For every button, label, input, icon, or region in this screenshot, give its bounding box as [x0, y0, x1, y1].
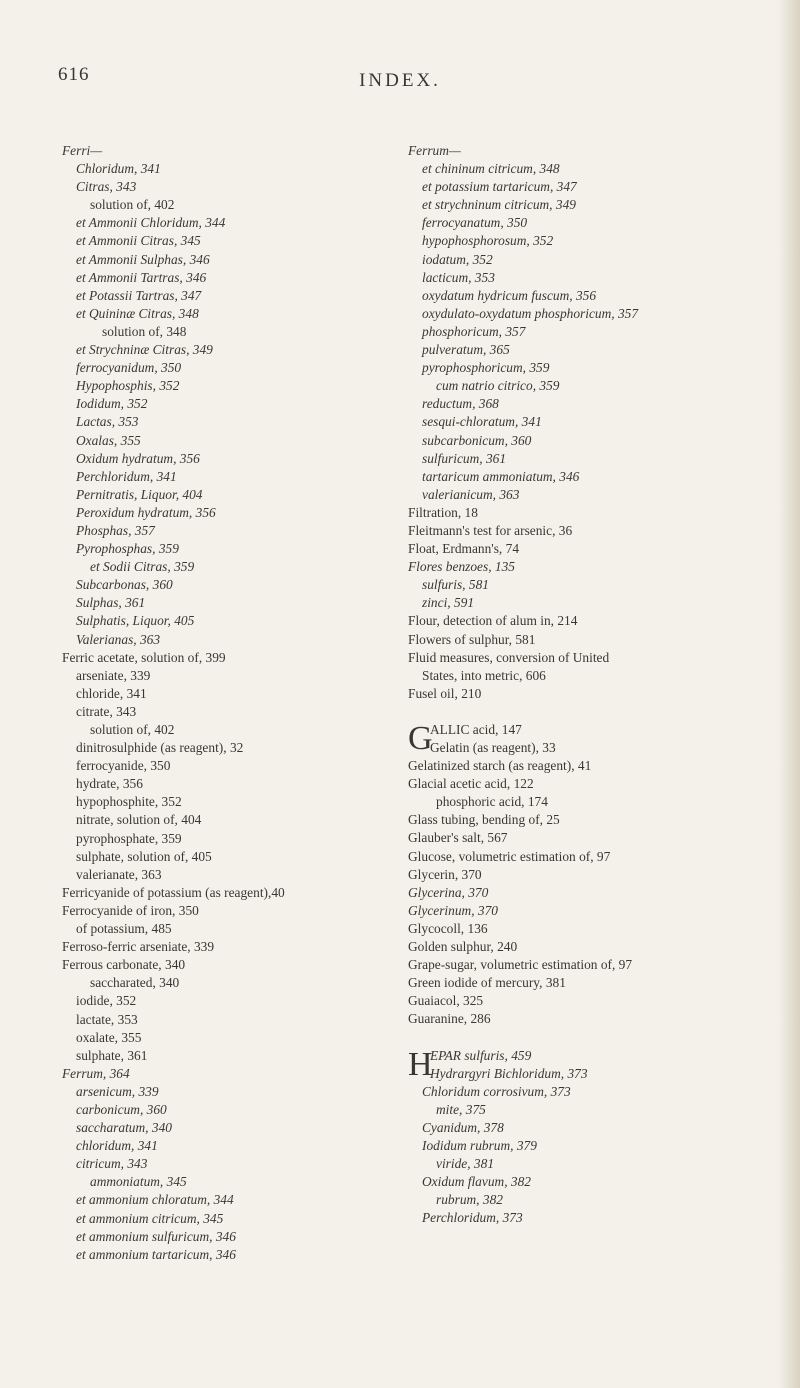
index-entry: Ferrum— [408, 143, 461, 158]
index-entry: Iodidum rubrum, 379 [422, 1137, 537, 1153]
index-entry: Pernitratis, Liquor, 404 [76, 486, 203, 502]
index-entry: Ferrous carbonate, 340 [62, 957, 186, 973]
index-entry: Gelatinized starch (as reagent), 41 [408, 758, 592, 774]
index-entry: ferrocyanide, 350 [76, 758, 171, 774]
index-entry: oxydulato-oxydatum phosphoricum, 357 [422, 305, 639, 321]
index-section-g [408, 721, 753, 757]
index-entry: nitrate, solution of, 404 [76, 812, 202, 828]
index-entry: hypophosphorosum, 352 [422, 233, 554, 249]
index-entry: arseniate, 339 [76, 667, 151, 683]
index-entry: hydrate, 356 [76, 776, 143, 792]
index-entry: Flores benzoes, 135 [408, 559, 515, 575]
index-entry: Golden sulphur, 240 [408, 939, 518, 955]
index-entry: Gelatin (as reagent), 33 [430, 740, 556, 755]
index-entry: phosphoric acid, 174 [436, 794, 548, 810]
index-entry: et Sodii Citras, 359 [90, 559, 195, 575]
index-entry: et ammonium chloratum, 344 [76, 1192, 234, 1208]
index-entry: sulfuris, 581 [422, 577, 489, 593]
index-entry: lactate, 353 [76, 1011, 138, 1027]
index-entry: Peroxidum hydratum, 356 [76, 504, 216, 520]
index-entry: et ammonium tartaricum, 346 [76, 1246, 236, 1262]
index-entry: Lactas, 353 [76, 414, 139, 430]
index-entry: sulphate, solution of, 405 [76, 848, 212, 864]
index-entry: et potassium tartaricum, 347 [422, 179, 577, 195]
index-entry: solution of, 348 [102, 323, 187, 339]
index-entry: ferrocyanidum, 350 [76, 360, 182, 376]
index-entry: iodide, 352 [76, 993, 137, 1009]
index-entry: phosphoricum, 357 [422, 323, 526, 339]
index-entry: hypophosphite, 352 [76, 794, 182, 810]
index-entry: Fleitmann's test for arsenic, 36 [408, 522, 573, 538]
index-entry: subcarbonicum, 360 [422, 432, 532, 448]
index-column-left [62, 142, 402, 1264]
index-entry: Glauber's salt, 567 [408, 830, 508, 846]
index-entry: Green iodide of mercury, 381 [408, 975, 566, 991]
index-entry: Oxidum hydratum, 356 [76, 450, 200, 466]
index-section-h [408, 1047, 753, 1083]
index-entry: saccharated, 340 [90, 975, 180, 991]
index-entry: Fluid measures, conversion of United [408, 649, 610, 665]
index-entry: States, into metric, 606 [422, 667, 546, 683]
index-entry: Perchloridum, 341 [76, 468, 177, 484]
index-entry: reductum, 368 [422, 396, 499, 412]
index-entry: solution of, 402 [90, 722, 175, 737]
index-entry: et Ammonii Tartras, 346 [76, 269, 207, 285]
index-entry: carbonicum, 360 [76, 1101, 167, 1117]
index-entry: et ammonium sulfuricum, 346 [76, 1228, 236, 1244]
index-entry: saccharatum, 340 [76, 1120, 172, 1136]
index-entry: Citras, 343 [76, 179, 137, 195]
index-entry: pulveratum, 365 [422, 342, 510, 358]
index-entry: Subcarbonas, 360 [76, 577, 173, 593]
index-entry: oxalate, 355 [76, 1029, 142, 1045]
index-entry: Glacial acetic acid, 122 [408, 776, 534, 792]
index-entry: oxydatum hydricum fuscum, 356 [422, 287, 597, 303]
index-entry: ammoniatum, 345 [90, 1174, 187, 1190]
index-entry: Ferrum, 364 [62, 1065, 130, 1081]
index-entry: Glycerinum, 370 [408, 902, 498, 918]
index-entry: ALLIC acid, 147 [430, 721, 522, 737]
index-entry: Ferric acetate, solution of, 399 [62, 649, 226, 665]
dropcap-g: G [408, 719, 433, 757]
index-entry: Glycerina, 370 [408, 884, 489, 900]
index-entry: of potassium, 485 [76, 921, 172, 937]
index-entry: solution of, 402 [90, 197, 175, 213]
running-head: INDEX. [359, 70, 441, 91]
index-entry: valerianicum, 363 [422, 486, 520, 502]
index-entry: Grape-sugar, volumetric estimation of, 97 [408, 957, 633, 973]
index-entry: et ammonium citricum, 345 [76, 1210, 224, 1226]
index-entry: sulphate, 361 [76, 1047, 148, 1063]
index-entry: pyrophosphate, 359 [76, 830, 182, 846]
index-entry: sulfuricum, 361 [422, 450, 507, 466]
index-entry: Oxalas, 355 [76, 432, 141, 448]
index-entry: iodatum, 352 [422, 251, 493, 267]
index-entry: Ferroso-ferric arseniate, 339 [62, 939, 215, 955]
page-edge-shadow [778, 0, 800, 1388]
index-entry: Ferri— [62, 143, 103, 158]
index-entry: ferrocyanatum, 350 [422, 215, 528, 231]
index-entry: Sulphatis, Liquor, 405 [76, 613, 195, 629]
index-entry: Float, Erdmann's, 74 [408, 541, 520, 557]
index-entry: Sulphas, 361 [76, 595, 146, 611]
index-entry: et Ammonii Sulphas, 346 [76, 251, 210, 267]
index-entry: Glucose, volumetric estimation of, 97 [408, 848, 611, 864]
index-entry: citricum, 343 [76, 1156, 148, 1172]
index-entry: pyrophosphoricum, 359 [422, 360, 550, 376]
index-entry: Valerianas, 363 [76, 631, 161, 647]
index-entry: zinci, 591 [422, 595, 475, 611]
index-entry: Perchloridum, 373 [422, 1210, 523, 1226]
index-entry: Cyanidum, 378 [422, 1119, 504, 1135]
index-entry: lacticum, 353 [422, 269, 495, 285]
index-entry: et Quininæ Citras, 348 [76, 305, 199, 321]
index-entry: chloride, 341 [76, 685, 147, 701]
index-entry: tartaricum ammoniatum, 346 [422, 468, 580, 484]
page-number: 616 [58, 64, 90, 85]
index-entry: Oxidum flavum, 382 [422, 1174, 531, 1190]
index-column-right [408, 142, 753, 1227]
index-entry: et strychninum citricum, 349 [422, 197, 576, 213]
index-entry: et Potassii Tartras, 347 [76, 287, 202, 303]
index-entry: Ferricyanide of potassium (as reagent),40 [62, 884, 285, 900]
index-entry: chloridum, 341 [76, 1138, 158, 1154]
index-entry: Chloridum corrosivum, 373 [422, 1083, 571, 1099]
index-entry: Phosphas, 357 [76, 522, 155, 538]
index-entry: Chloridum, 341 [76, 161, 161, 177]
index-entry: cum natrio citrico, 359 [436, 378, 560, 394]
index-entry: et Strychninæ Citras, 349 [76, 342, 213, 358]
index-entry: et Ammonii Citras, 345 [76, 233, 201, 249]
index-entry: valerianate, 363 [76, 866, 162, 882]
index-entry: Glycocoll, 136 [408, 920, 488, 936]
index-entry: Guaiacol, 325 [408, 993, 484, 1009]
index-entry: Glycerin, 370 [408, 866, 482, 882]
index-entry: Flowers of sulphur, 581 [408, 631, 536, 647]
index-entry: Fusel oil, 210 [408, 685, 482, 701]
index-entry: Glass tubing, bending of, 25 [408, 812, 560, 828]
index-entry: sesqui-chloratum, 341 [422, 414, 542, 430]
index-entry: Hypophosphis, 352 [76, 378, 180, 394]
index-entry: viride, 381 [436, 1156, 495, 1172]
index-entry: EPAR sulfuris, 459 [430, 1047, 532, 1063]
index-entry: Guaranine, 286 [408, 1011, 491, 1027]
index-entry: Filtration, 18 [408, 504, 478, 520]
index-entry: mite, 375 [436, 1101, 486, 1117]
index-entry: citrate, 343 [76, 703, 137, 719]
dropcap-h: H [408, 1045, 433, 1083]
index-entry: et chininum citricum, 348 [422, 161, 560, 177]
index-entry: Hydrargyri Bichloridum, 373 [430, 1065, 588, 1081]
index-entry: et Ammonii Chloridum, 344 [76, 215, 226, 231]
index-entry: Pyrophosphas, 359 [76, 541, 179, 557]
index-entry: rubrum, 382 [436, 1192, 503, 1208]
index-entry: Flour, detection of alum in, 214 [408, 613, 578, 629]
index-entry: Ferrocyanide of iron, 350 [62, 902, 199, 918]
index-entry: arsenicum, 339 [76, 1083, 159, 1099]
index-entry: dinitrosulphide (as reagent), 32 [76, 740, 244, 756]
index-entry: Iodidum, 352 [76, 396, 148, 412]
